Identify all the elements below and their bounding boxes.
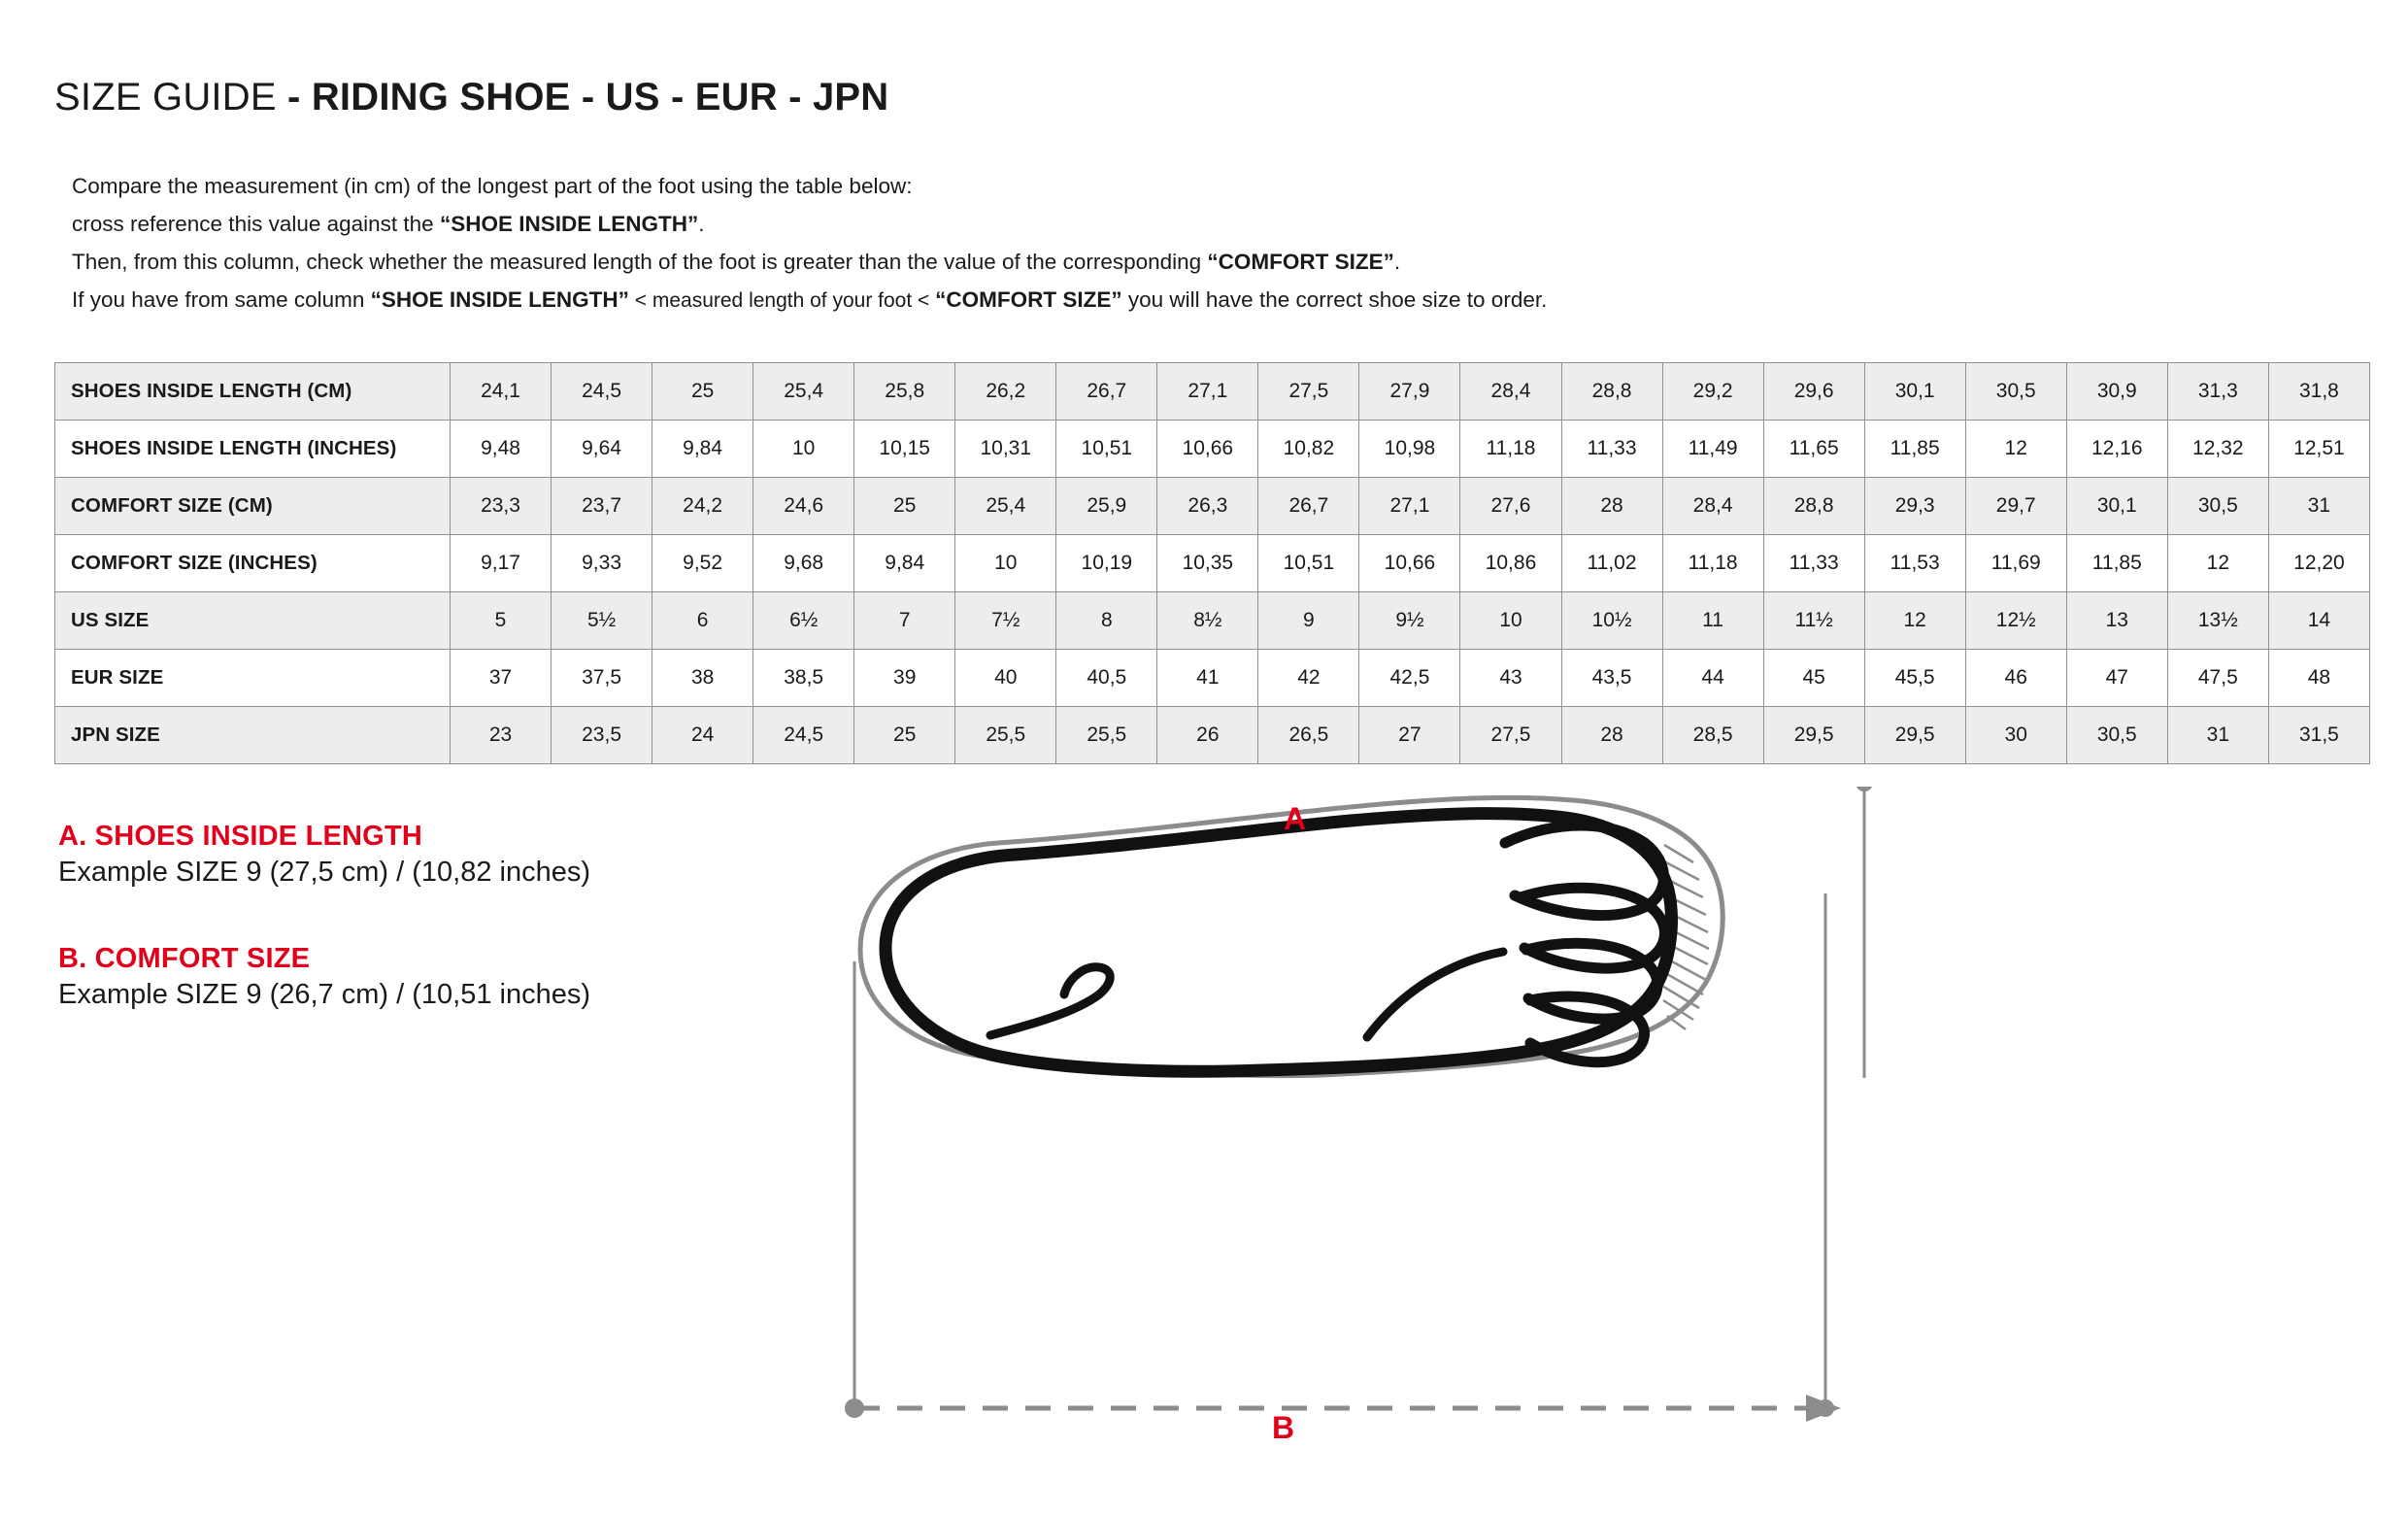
table-cell: 12 xyxy=(1965,421,2066,478)
table-cell: 42 xyxy=(1258,650,1359,707)
table-cell: 25,5 xyxy=(955,707,1056,764)
table-cell: 24,1 xyxy=(451,363,552,421)
intro-line-3 xyxy=(72,243,1547,281)
table-cell: 31,3 xyxy=(2167,363,2268,421)
page-title-bold: - RIDING SHOE - US - EUR - JPN xyxy=(287,76,889,118)
table-cell: 10,31 xyxy=(955,421,1056,478)
intro-line-4-e: you will have the correct shoe size to order. xyxy=(1121,287,1548,312)
marker-label-a: A xyxy=(1284,801,1307,836)
table-cell: 31 xyxy=(2167,707,2268,764)
table-cell: 38,5 xyxy=(753,650,854,707)
table-cell: 45 xyxy=(1763,650,1864,707)
legend-block-b xyxy=(58,943,835,1011)
table-cell: 5½ xyxy=(552,592,652,650)
table-cell: 9½ xyxy=(1359,592,1460,650)
measure-dot-left xyxy=(845,1398,864,1418)
intro-line-3-c: . xyxy=(1393,250,1401,274)
table-cell: 27,5 xyxy=(1258,363,1359,421)
intro-line-1: Compare the measurement (in cm) of the longest part of the foot using the table below: xyxy=(72,174,913,198)
foot-diagram xyxy=(835,787,2194,1466)
table-cell: 48 xyxy=(2268,650,2369,707)
table-cell: 28 xyxy=(1561,707,1662,764)
table-cell: 10,66 xyxy=(1359,535,1460,592)
table-cell: 37,5 xyxy=(552,650,652,707)
table-cell: 25 xyxy=(854,707,955,764)
table-cell: 27,1 xyxy=(1157,363,1258,421)
intro-text xyxy=(72,167,1547,320)
intro-line-4 xyxy=(72,281,1547,320)
table-row xyxy=(55,592,2370,650)
table-cell: 9,84 xyxy=(854,535,955,592)
legend-b-title: B. COMFORT SIZE xyxy=(58,943,311,974)
table-cell: 13 xyxy=(2066,592,2167,650)
table-cell: 27,9 xyxy=(1359,363,1460,421)
table-cell: 28,8 xyxy=(1763,478,1864,535)
table-cell: 26,5 xyxy=(1258,707,1359,764)
table-cell: 8½ xyxy=(1157,592,1258,650)
table-cell: 9,84 xyxy=(652,421,753,478)
table-cell: 44 xyxy=(1662,650,1763,707)
table-cell: 11,49 xyxy=(1662,421,1763,478)
table-cell: 29,5 xyxy=(1864,707,1965,764)
table-cell: 11,69 xyxy=(1965,535,2066,592)
table-cell: 9,52 xyxy=(652,535,753,592)
intro-line-4-a: If you have from same column xyxy=(72,287,371,312)
table-cell: 8 xyxy=(1056,592,1157,650)
table-cell: 26,3 xyxy=(1157,478,1258,535)
table-cell: 29,5 xyxy=(1763,707,1864,764)
table-cell: 42,5 xyxy=(1359,650,1460,707)
table-cell: 37 xyxy=(451,650,552,707)
foot-diagram-svg xyxy=(835,787,2194,1466)
table-cell: 38 xyxy=(652,650,753,707)
table-cell: 28,4 xyxy=(1662,478,1763,535)
table-row xyxy=(55,650,2370,707)
table-cell: 10,35 xyxy=(1157,535,1258,592)
table-cell: 29,6 xyxy=(1763,363,1864,421)
table-cell: 30 xyxy=(1965,707,2066,764)
table-cell: 25,4 xyxy=(955,478,1056,535)
table-cell: 11,85 xyxy=(1864,421,1965,478)
table-cell: 28 xyxy=(1561,478,1662,535)
table-cell: 10 xyxy=(1460,592,1561,650)
table-cell: 11,18 xyxy=(1662,535,1763,592)
table-row-header: SHOES INSIDE LENGTH (INCHES) xyxy=(55,421,451,478)
table-cell: 23,7 xyxy=(552,478,652,535)
table-cell: 23,3 xyxy=(451,478,552,535)
table-cell: 7 xyxy=(854,592,955,650)
table-cell: 45,5 xyxy=(1864,650,1965,707)
table-cell: 24,5 xyxy=(753,707,854,764)
table-cell: 11,33 xyxy=(1561,421,1662,478)
table-cell: 24 xyxy=(652,707,753,764)
intro-line-2-c: . xyxy=(698,212,705,236)
table-cell: 25,4 xyxy=(753,363,854,421)
table-cell: 27,5 xyxy=(1460,707,1561,764)
table-cell: 47,5 xyxy=(2167,650,2268,707)
legend-a-text: Example SIZE 9 (27,5 cm) / (10,82 inches) xyxy=(58,857,590,888)
table-cell: 10,66 xyxy=(1157,421,1258,478)
table-cell: 25,8 xyxy=(854,363,955,421)
table-cell: 7½ xyxy=(955,592,1056,650)
legend-b-text: Example SIZE 9 (26,7 cm) / (10,51 inches) xyxy=(58,979,590,1010)
size-table-wrapper xyxy=(54,362,2370,764)
marker-label-b: B xyxy=(1272,1410,1295,1445)
intro-line-2-a: cross reference this value against the xyxy=(72,212,440,236)
table-cell: 10 xyxy=(753,421,854,478)
table-cell: 10,82 xyxy=(1258,421,1359,478)
table-cell: 9,64 xyxy=(552,421,652,478)
table-row-header: JPN SIZE xyxy=(55,707,451,764)
table-row xyxy=(55,535,2370,592)
table-cell: 10,51 xyxy=(1056,421,1157,478)
table-cell: 10,86 xyxy=(1460,535,1561,592)
table-cell: 24,6 xyxy=(753,478,854,535)
table-cell: 10,98 xyxy=(1359,421,1460,478)
table-cell: 12,20 xyxy=(2268,535,2369,592)
table-cell: 47 xyxy=(2066,650,2167,707)
intro-line-4-c: < measured length of your foot < xyxy=(628,289,936,312)
table-cell: 11,02 xyxy=(1561,535,1662,592)
table-cell: 11,53 xyxy=(1864,535,1965,592)
table-cell: 12 xyxy=(1864,592,1965,650)
table-cell: 11 xyxy=(1662,592,1763,650)
table-cell: 6½ xyxy=(753,592,854,650)
table-cell: 41 xyxy=(1157,650,1258,707)
table-row xyxy=(55,707,2370,764)
legend-a-title: A. SHOES INSIDE LENGTH xyxy=(58,821,422,852)
intro-line-3-a: Then, from this column, check whether the measured length of the foot is greater than the value of the corresponding xyxy=(72,250,1208,274)
table-cell: 31,8 xyxy=(2268,363,2369,421)
table-row xyxy=(55,421,2370,478)
table-cell: 40,5 xyxy=(1056,650,1157,707)
table-cell: 9,48 xyxy=(451,421,552,478)
table-cell: 31 xyxy=(2268,478,2369,535)
table-cell: 30,1 xyxy=(2066,478,2167,535)
table-cell: 26,7 xyxy=(1258,478,1359,535)
table-cell: 29,3 xyxy=(1864,478,1965,535)
table-cell: 25,9 xyxy=(1056,478,1157,535)
table-cell: 46 xyxy=(1965,650,2066,707)
table-cell: 30,9 xyxy=(2066,363,2167,421)
table-cell: 26,7 xyxy=(1056,363,1157,421)
table-cell: 26 xyxy=(1157,707,1258,764)
table-cell: 6 xyxy=(652,592,753,650)
table-row-header: COMFORT SIZE (INCHES) xyxy=(55,535,451,592)
table-cell: 9,17 xyxy=(451,535,552,592)
size-table xyxy=(54,362,2370,764)
table-cell: 12,16 xyxy=(2066,421,2167,478)
table-cell: 43 xyxy=(1460,650,1561,707)
table-cell: 30,5 xyxy=(2167,478,2268,535)
intro-line-3-b: “COMFORT SIZE” xyxy=(1207,250,1394,274)
table-cell: 10,15 xyxy=(854,421,955,478)
table-cell: 27,1 xyxy=(1359,478,1460,535)
table-cell: 12,51 xyxy=(2268,421,2369,478)
table-cell: 24,5 xyxy=(552,363,652,421)
table-cell: 40 xyxy=(955,650,1056,707)
table-cell: 23,5 xyxy=(552,707,652,764)
table-cell: 27,6 xyxy=(1460,478,1561,535)
intro-line-2-b: “SHOE INSIDE LENGTH” xyxy=(439,212,699,236)
table-cell: 31,5 xyxy=(2268,707,2369,764)
legend xyxy=(58,821,835,1011)
table-cell: 9,33 xyxy=(552,535,652,592)
table-cell: 25 xyxy=(652,363,753,421)
table-cell: 30,5 xyxy=(1965,363,2066,421)
table-row xyxy=(55,478,2370,535)
table-cell: 29,2 xyxy=(1662,363,1763,421)
table-cell: 9,68 xyxy=(753,535,854,592)
table-cell: 27 xyxy=(1359,707,1460,764)
table-cell: 28,8 xyxy=(1561,363,1662,421)
table-cell: 39 xyxy=(854,650,955,707)
table-cell: 9 xyxy=(1258,592,1359,650)
table-cell: 12 xyxy=(2167,535,2268,592)
intro-line-4-b: “SHOE INSIDE LENGTH” xyxy=(370,287,629,312)
table-cell: 25 xyxy=(854,478,955,535)
table-cell: 26,2 xyxy=(955,363,1056,421)
intro-line-4-d: “COMFORT SIZE” xyxy=(935,287,1122,312)
table-cell: 25,5 xyxy=(1056,707,1157,764)
table-cell: 12½ xyxy=(1965,592,2066,650)
table-cell: 28,4 xyxy=(1460,363,1561,421)
legend-block-a xyxy=(58,821,835,889)
table-cell: 11,65 xyxy=(1763,421,1864,478)
table-cell: 23 xyxy=(451,707,552,764)
intro-line-2 xyxy=(72,205,1547,243)
table-cell: 10 xyxy=(955,535,1056,592)
table-cell: 10,51 xyxy=(1258,535,1359,592)
table-cell: 11,18 xyxy=(1460,421,1561,478)
table-cell: 30,5 xyxy=(2066,707,2167,764)
table-row-header: SHOES INSIDE LENGTH (CM) xyxy=(55,363,451,421)
table-cell: 10,19 xyxy=(1056,535,1157,592)
table-row-header: EUR SIZE xyxy=(55,650,451,707)
table-row-header: COMFORT SIZE (CM) xyxy=(55,478,451,535)
table-cell: 24,2 xyxy=(652,478,753,535)
table-cell: 30,1 xyxy=(1864,363,1965,421)
table-row-header: US SIZE xyxy=(55,592,451,650)
table-cell: 14 xyxy=(2268,592,2369,650)
guide-dot-a xyxy=(1856,787,1873,791)
table-cell: 12,32 xyxy=(2167,421,2268,478)
table-cell: 28,5 xyxy=(1662,707,1763,764)
table-cell: 29,7 xyxy=(1965,478,2066,535)
table-cell: 13½ xyxy=(2167,592,2268,650)
page-title xyxy=(54,76,888,119)
page-title-light: SIZE GUIDE xyxy=(54,76,288,118)
table-cell: 43,5 xyxy=(1561,650,1662,707)
table-cell: 10½ xyxy=(1561,592,1662,650)
guide-dot-b xyxy=(1817,1399,1834,1417)
table-cell: 5 xyxy=(451,592,552,650)
table-row xyxy=(55,363,2370,421)
table-cell: 11,33 xyxy=(1763,535,1864,592)
table-cell: 11½ xyxy=(1763,592,1864,650)
table-cell: 11,85 xyxy=(2066,535,2167,592)
